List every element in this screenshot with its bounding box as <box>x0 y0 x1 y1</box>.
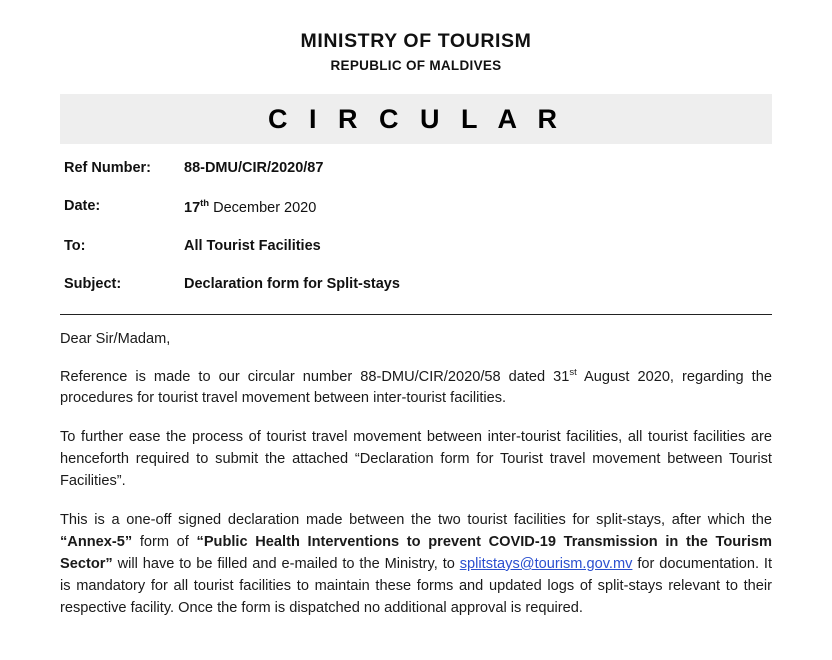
date-label: Date: <box>64 198 101 214</box>
para3-document-bold: “Public Health Interventions to prevent COVID-19 Transmission in the Tourism Sector” <box>60 533 772 572</box>
ref-number-label: Ref Number: <box>64 160 152 176</box>
email-link[interactable]: splitstays@tourism.gov.mv <box>459 555 633 572</box>
circular-metadata <box>60 160 772 314</box>
date-value <box>184 198 772 238</box>
para3-part4: for documentation. It is mandatory for all tourist facilities to maintain these forms and updated logs of split-stays relevant to their respective facility. Once the form is dispatched no additional approval is required. <box>60 555 772 616</box>
meta-row-subject <box>60 276 772 314</box>
subject-value: Declaration form for Split-stays <box>184 275 400 292</box>
paragraph-reference <box>60 366 772 411</box>
ministry-subtitle: REPUBLIC OF MALDIVES <box>330 58 502 73</box>
paragraph-reference-part1: Reference is made to our circular number 88-DMU/CIR/2020/58 dated 31 <box>60 368 570 385</box>
meta-row-ref <box>60 160 772 198</box>
para3-part2: form of <box>132 533 197 550</box>
paragraph-annex-details <box>60 510 772 619</box>
to-label: To: <box>64 237 86 254</box>
meta-row-date <box>60 198 772 238</box>
paragraph-reference-part2: August 2020, regarding the procedures for tourist travel movement between inter-tourist facilities. <box>60 368 772 407</box>
subject-label: Subject: <box>64 275 122 292</box>
document-body <box>60 329 772 620</box>
paragraph-declaration-requirement: To further ease the process of tourist travel movement between inter-tourist facilities, all tourist facilities are henceforth required to submit the attached “Declaration form for Tourist travel movement between Tourist Facilities”. <box>60 429 772 490</box>
para3-part1: This is a one-off signed declaration made between the two tourist facilities for split-stays, after which the <box>60 512 772 529</box>
ministry-title: MINISTRY OF TOURISM <box>300 30 532 52</box>
circular-banner-text: C I R C U L A R <box>267 103 564 134</box>
meta-row-to <box>60 238 772 276</box>
para3-annex-bold: “Annex-5” <box>60 533 133 550</box>
date-day: 17 <box>184 199 201 216</box>
header-divider <box>60 314 772 315</box>
ref-number-value: 88-DMU/CIR/2020/87 <box>184 160 324 176</box>
date-rest: December 2020 <box>209 199 317 216</box>
para3-part3: will have to be filled and e-mailed to the Ministry, to <box>112 555 460 572</box>
to-value: All Tourist Facilities <box>184 237 321 254</box>
paragraph-reference-ordinal: st <box>569 366 577 378</box>
circular-banner <box>60 94 772 144</box>
date-day-suffix: th <box>200 198 210 209</box>
salutation: Dear Sir/Madam, <box>60 330 171 347</box>
document-header <box>60 0 772 73</box>
